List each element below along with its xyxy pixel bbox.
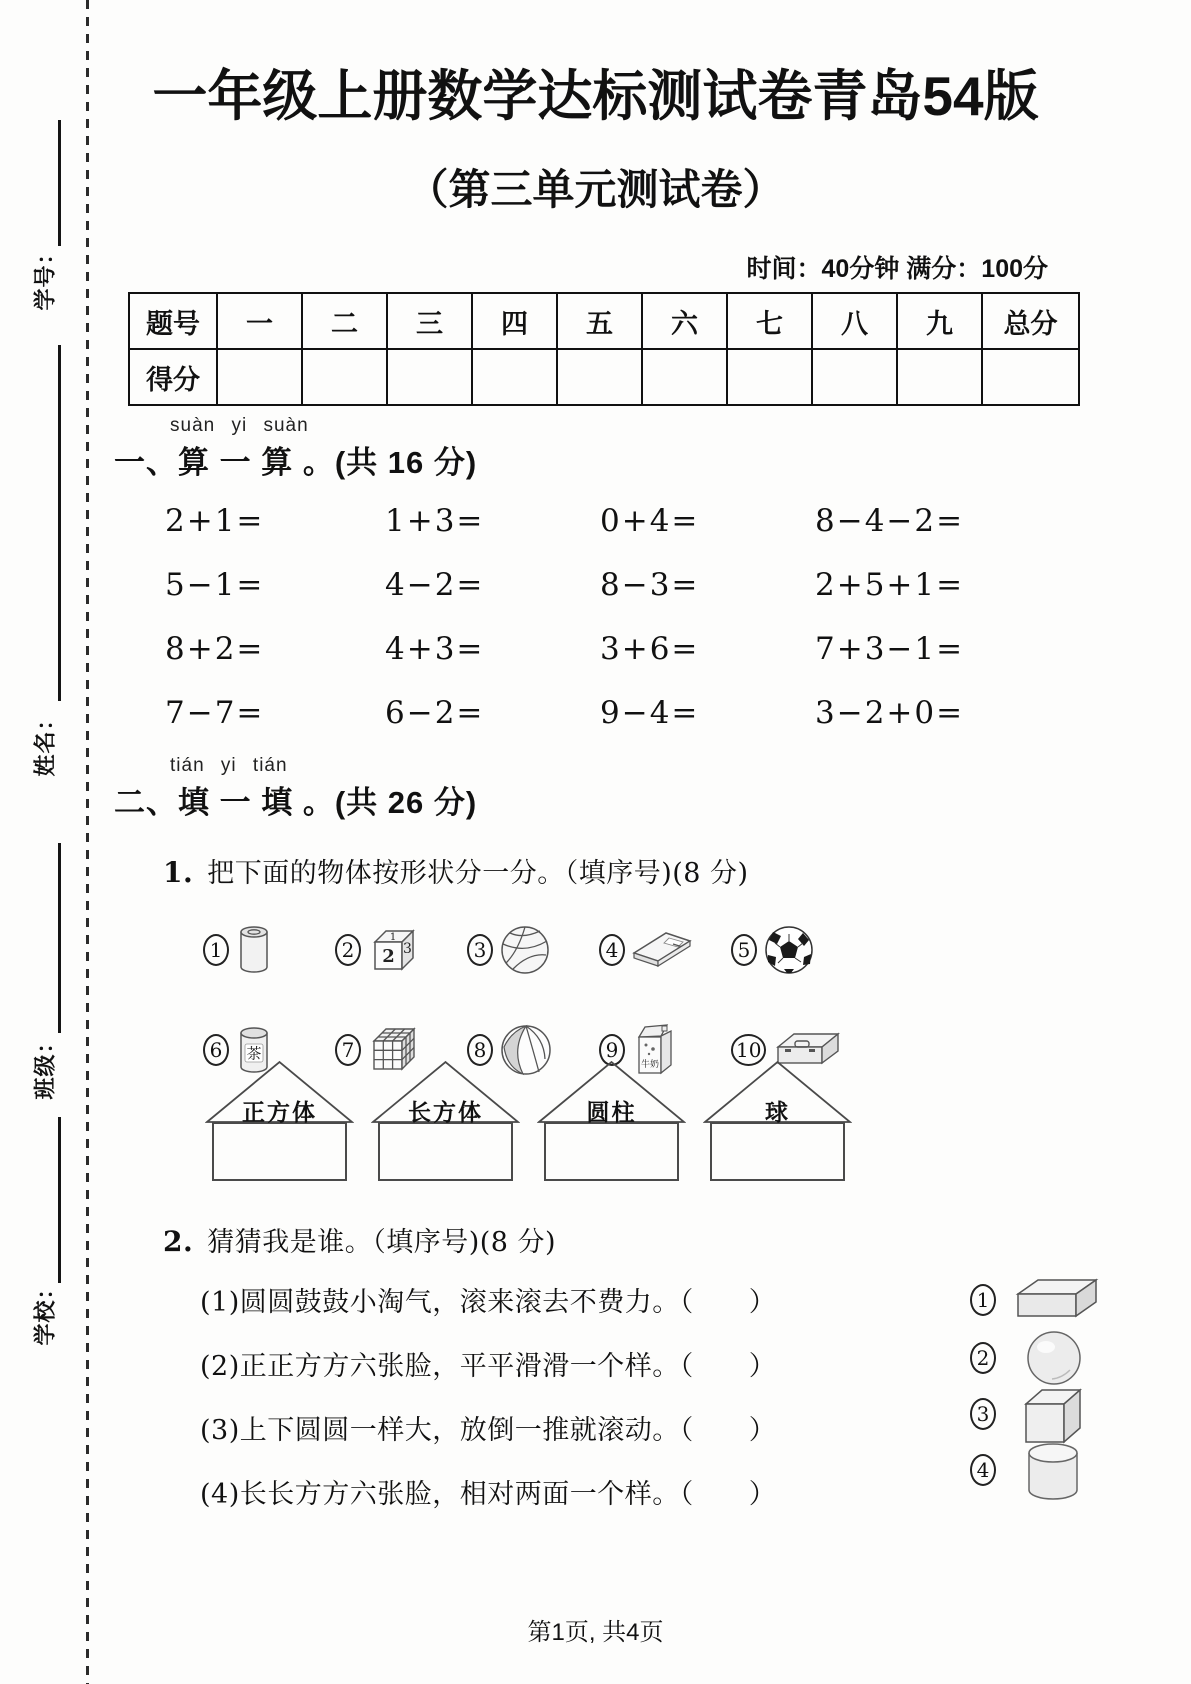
- student-id-label: 学号：: [32, 241, 58, 311]
- circled-number: 4: [599, 934, 625, 966]
- answer-box: [710, 1122, 845, 1181]
- header-cell: 九: [897, 293, 982, 349]
- object-item-5: [731, 902, 863, 998]
- section2-title: 二、填 一 填 。(共 26 分): [114, 785, 478, 820]
- question1-number: 1.: [163, 856, 194, 889]
- problem: 7−7=: [165, 695, 265, 731]
- answer-box: [378, 1122, 513, 1181]
- name-write-line: [58, 345, 61, 701]
- category-label: 圆柱: [586, 1099, 637, 1126]
- cuboid-icon: [1012, 1276, 1100, 1320]
- circled-number: 1: [203, 934, 229, 966]
- category-label: 长方体: [408, 1099, 483, 1126]
- name-label: 姓名：: [32, 707, 58, 777]
- problem: 5−1=: [165, 567, 265, 603]
- score-cell: [472, 349, 557, 405]
- category-houses: [205, 1060, 853, 1181]
- sphere-icon: [1024, 1328, 1084, 1388]
- question2-number: 2.: [163, 1225, 194, 1258]
- number-cube-icon: [367, 925, 421, 975]
- soda-can-icon: [235, 923, 273, 977]
- statement-2: (2)正正方方六张脸，平平滑滑一个样。（ ）: [200, 1351, 777, 1382]
- object-item-3: [467, 902, 599, 998]
- soccer-ball-icon: [763, 924, 815, 976]
- question1-text: [163, 851, 749, 890]
- arithmetic-problems: [165, 503, 1065, 759]
- question2-text: [163, 1220, 556, 1259]
- section1-title: 一、算 一 算 。(共 16 分): [114, 445, 478, 480]
- question2-prompt: 猜猜我是谁。（填序号)(8 分): [207, 1227, 557, 1258]
- score-cell: [557, 349, 642, 405]
- question-number-row: [129, 293, 1079, 349]
- class-label: 班级：: [32, 1030, 58, 1100]
- circled-number: 9: [599, 1034, 625, 1066]
- circled-number: 6: [203, 1034, 229, 1066]
- dice-face-top: 1: [389, 932, 397, 943]
- header-cell: 二: [302, 293, 387, 349]
- circled-number: 5: [731, 934, 757, 966]
- header-cell: 题号: [129, 293, 217, 349]
- statement-3: (3)上下圆圆一样大，放倒一推就滚动。（ ）: [200, 1415, 777, 1446]
- tea-label: 茶: [246, 1044, 262, 1063]
- dice-face-side: 3: [403, 941, 412, 957]
- circled-number: 8: [467, 1034, 493, 1066]
- school-label: 学校：: [32, 1276, 58, 1346]
- score-cell: [217, 349, 302, 405]
- object-item-2: [335, 902, 467, 998]
- header-cell: 八: [812, 293, 897, 349]
- circled-number: 2: [970, 1342, 996, 1374]
- section2-pinyin: tián yi tián: [170, 755, 288, 776]
- problem: 8−3=: [600, 567, 700, 603]
- school-write-line: [58, 1117, 61, 1283]
- score-cell: [897, 349, 982, 405]
- cube-icon: [1020, 1386, 1086, 1448]
- circled-number: 1: [970, 1284, 996, 1316]
- problem: 0+4=: [600, 503, 700, 539]
- score-cell: [982, 349, 1079, 405]
- page-subtitle: （第三单元测试卷）: [406, 166, 785, 213]
- section1-pinyin: suàn yi suàn: [170, 415, 309, 436]
- circled-number: 7: [335, 1034, 361, 1066]
- circled-number: 2: [335, 934, 361, 966]
- circled-number: 4: [970, 1454, 996, 1486]
- problem: 3+6=: [600, 631, 700, 667]
- circled-number: 3: [467, 934, 493, 966]
- header-cell: 总分: [982, 293, 1079, 349]
- score-row-label: 得分: [129, 349, 217, 405]
- house-cylinder: [537, 1060, 686, 1181]
- score-cell: [387, 349, 472, 405]
- object-item-4: [599, 902, 731, 998]
- time-score-meta: 时间：40分钟 满分：100分: [746, 255, 1048, 283]
- category-label: 球: [765, 1099, 790, 1126]
- fold-dashed-line: [86, 0, 89, 1684]
- house-cuboid: [371, 1060, 520, 1181]
- objects-row-1: [203, 902, 863, 998]
- volleyball-icon: [499, 924, 551, 976]
- answer-box: [544, 1122, 679, 1181]
- problem: 6−2=: [385, 695, 485, 731]
- book-icon: [631, 929, 693, 971]
- problem: 1+3=: [385, 503, 485, 539]
- problem: 7+3−1=: [815, 631, 965, 667]
- header-cell: 一: [217, 293, 302, 349]
- header-cell: 五: [557, 293, 642, 349]
- statement-4: (4)长长方方六张脸，相对两面一个样。（ ）: [200, 1479, 777, 1510]
- house-sphere: [703, 1060, 852, 1181]
- problem: 3−2+0=: [815, 695, 965, 731]
- header-cell: 六: [642, 293, 727, 349]
- problem: 4−2=: [385, 567, 485, 603]
- dice-face-front: 2: [382, 946, 395, 967]
- milk-label: 牛奶: [640, 1060, 660, 1070]
- class-write-line: [58, 843, 61, 1033]
- score-row: [129, 349, 1079, 405]
- problem: 4+3=: [385, 631, 485, 667]
- problem: 2+1=: [165, 503, 265, 539]
- problem: 8+2=: [165, 631, 265, 667]
- score-cell: [812, 349, 897, 405]
- question1-prompt: 把下面的物体按形状分一分。（填序号)(8 分): [207, 858, 749, 889]
- header-cell: 七: [727, 293, 812, 349]
- problem: 2+5+1=: [815, 567, 965, 603]
- answer-box: [212, 1122, 347, 1181]
- page-title: 一年级上册数学达标测试卷青岛54版: [152, 65, 1039, 127]
- score-cell: [302, 349, 387, 405]
- page-footer: 第1页, 共4页: [527, 1619, 664, 1646]
- cylinder-icon: [1024, 1440, 1082, 1504]
- house-cube: [205, 1060, 354, 1181]
- header-cell: 三: [387, 293, 472, 349]
- problem: 9−4=: [600, 695, 700, 731]
- problem: 8−4−2=: [815, 503, 965, 539]
- score-cell: [727, 349, 812, 405]
- score-table: [128, 292, 1080, 406]
- category-label: 正方体: [242, 1099, 317, 1126]
- statement-1: (1)圆圆鼓鼓小淘气，滚来滚去不费力。（ ）: [200, 1287, 777, 1318]
- circled-number: 3: [970, 1398, 996, 1430]
- object-item-1: [203, 902, 335, 998]
- score-cell: [642, 349, 727, 405]
- header-cell: 四: [472, 293, 557, 349]
- circled-number: 10: [731, 1034, 766, 1066]
